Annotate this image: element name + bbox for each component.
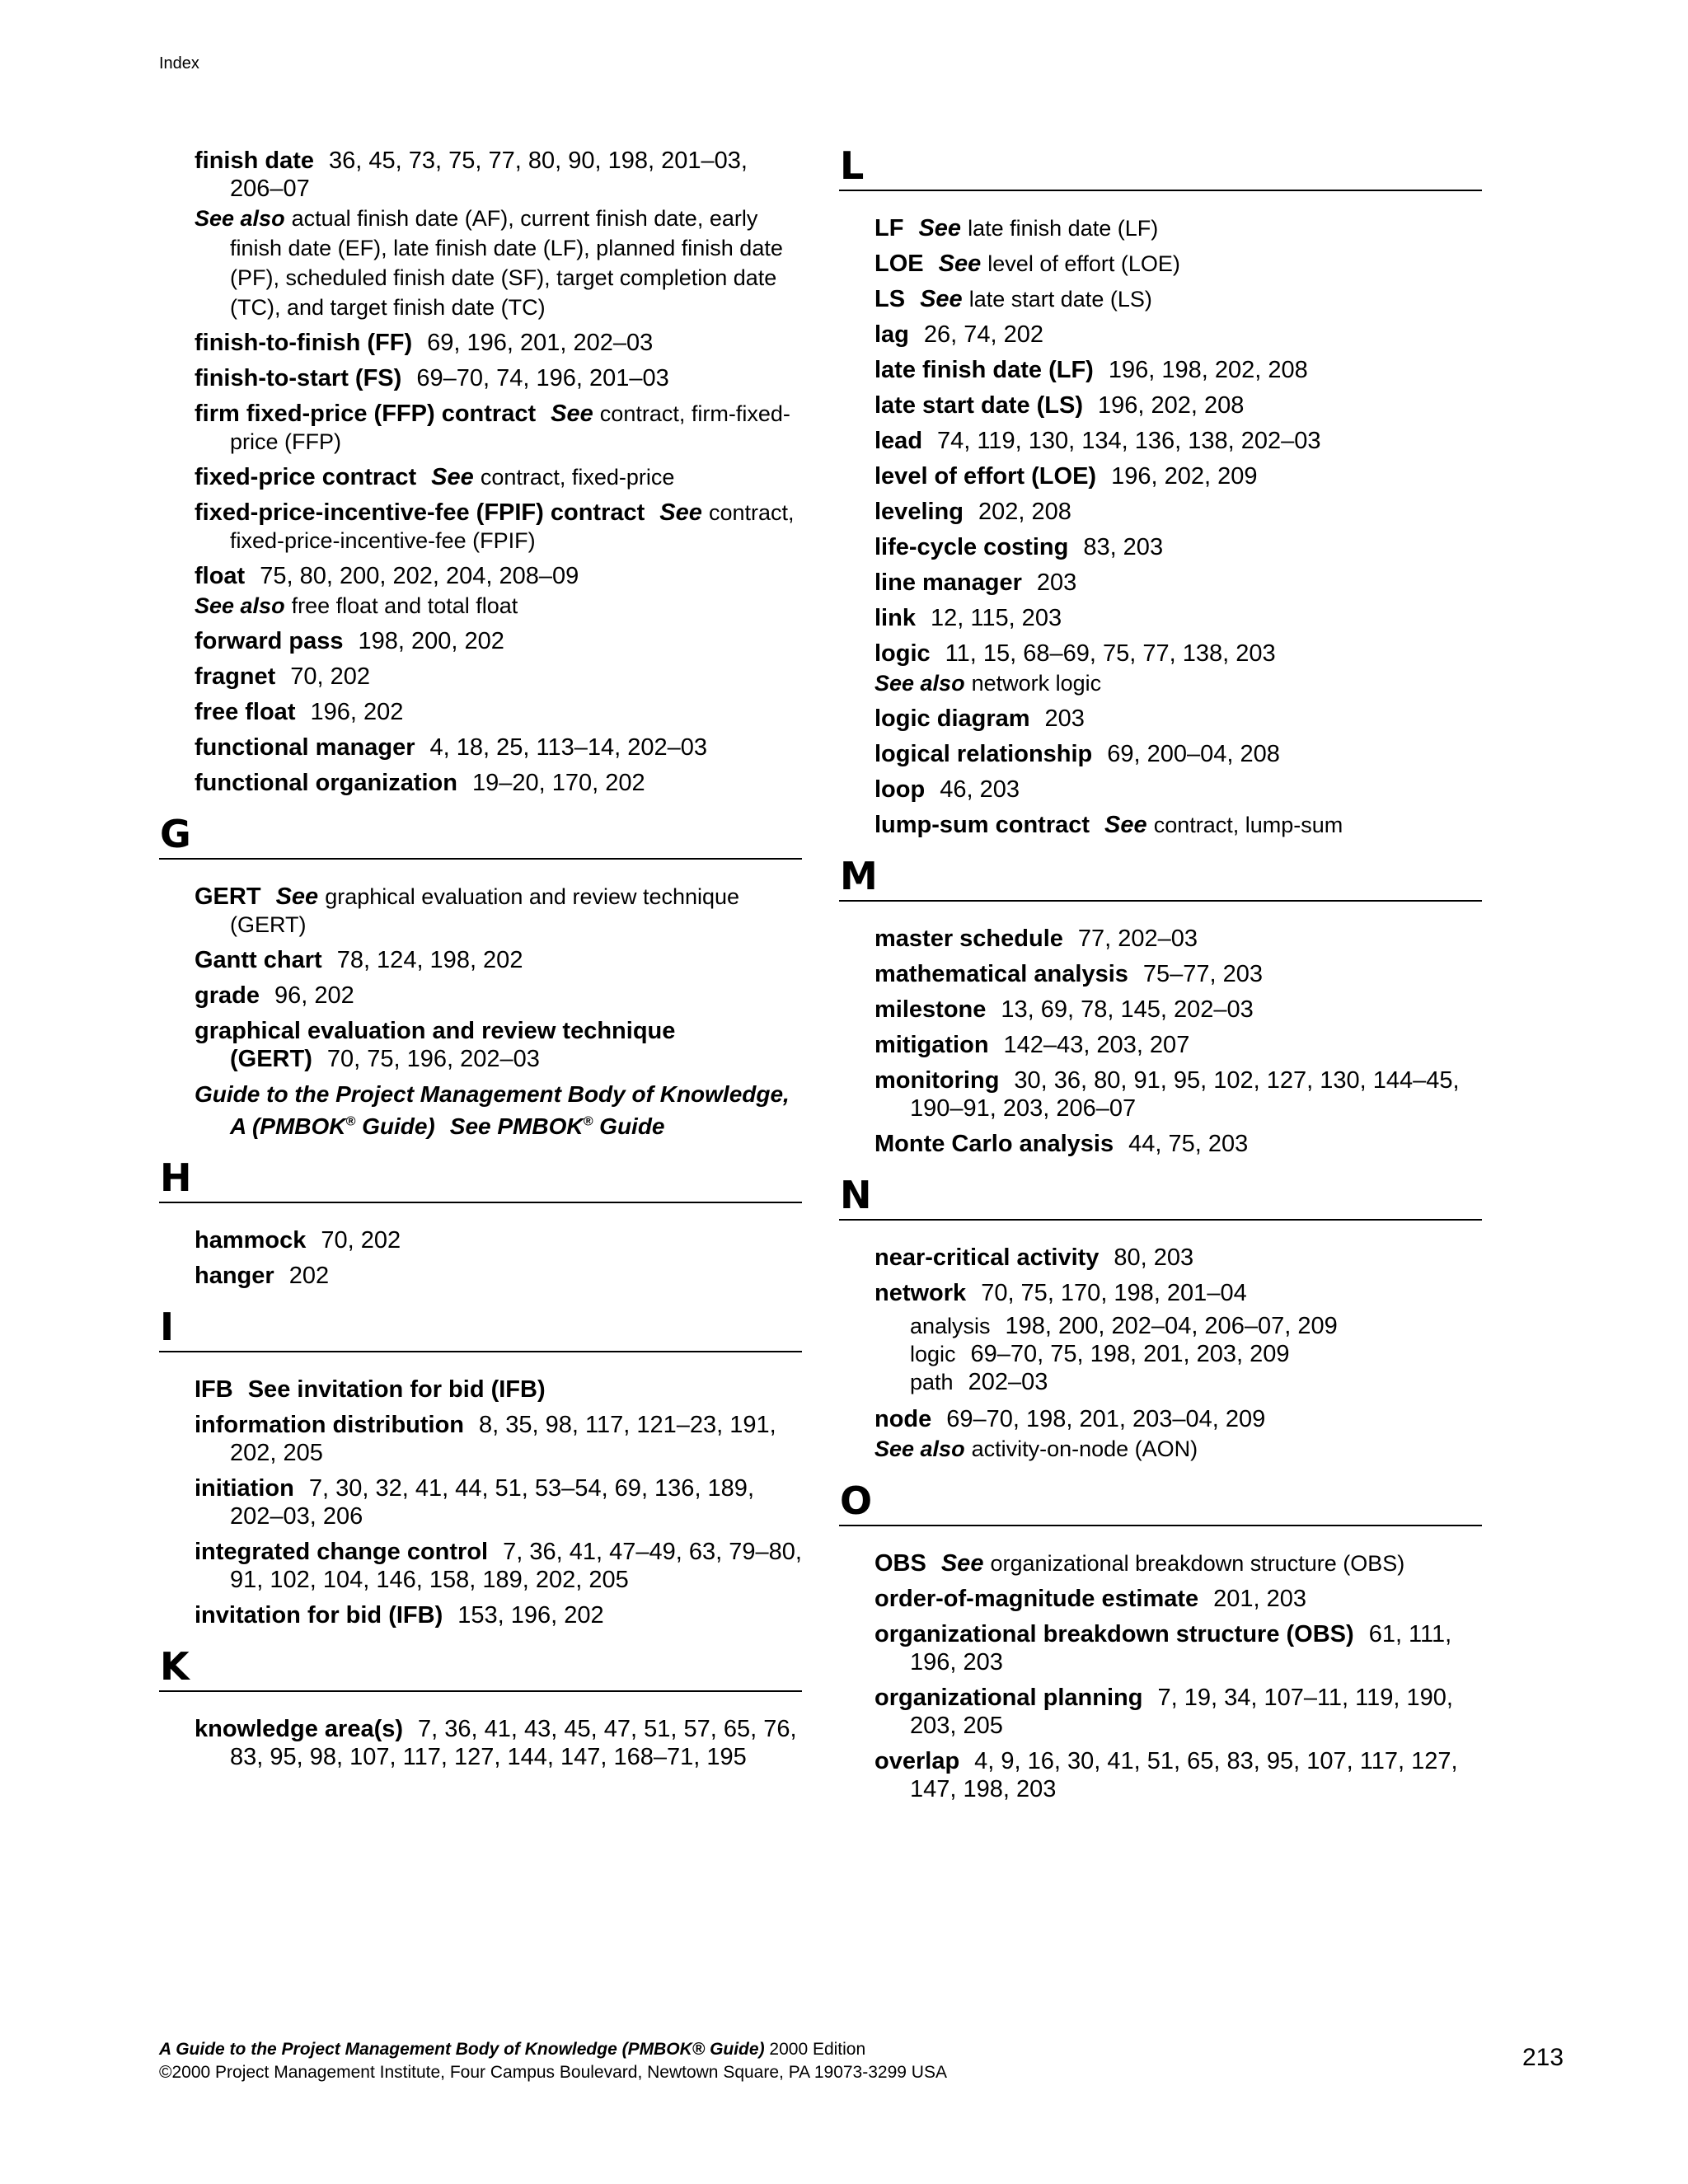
page-refs: 7, 30, 32, 41, 44, 51, 53–54, 69, 136, 189, 202–03, 206 (230, 1475, 754, 1530)
xref-target: contract, firm-fixed-price (FFP) (230, 401, 790, 454)
xref-target: organizational breakdown structure (OBS) (990, 1551, 1405, 1576)
see-also-note (159, 204, 802, 322)
page-refs: 196, 202 (310, 699, 404, 725)
index-entry (839, 1747, 1482, 1803)
page-refs: 198, 200, 202–04, 206–07, 209 (1005, 1313, 1338, 1339)
index-term: invitation for bid (IFB) (195, 1602, 443, 1629)
index-entry (159, 1262, 802, 1290)
footer-book-title: A Guide to the Project Management Body of Knowledge (PMBOK® Guide) (159, 2040, 765, 2059)
index-term: lag (874, 321, 909, 348)
index-entry (839, 811, 1482, 839)
index-term: life-cycle costing (874, 534, 1069, 560)
cross-reference (431, 464, 674, 490)
page-refs: 74, 119, 130, 134, 136, 138, 202–03 (937, 428, 1321, 454)
see-also-label: See also (195, 206, 285, 231)
page-refs: 70, 75, 170, 198, 201–04 (981, 1280, 1247, 1306)
section-letter: H (159, 1159, 802, 1203)
index-term: Gantt chart (195, 947, 322, 973)
cross-reference (918, 215, 1158, 241)
xref-target: contract, lump-sum (1153, 813, 1343, 837)
index-entry (839, 285, 1482, 313)
index-entry (839, 1066, 1482, 1122)
index-term: fixed-price contract (195, 464, 417, 490)
section-letter: I (159, 1308, 802, 1352)
subentry-label: path (910, 1370, 954, 1394)
index-term: free float (195, 699, 296, 725)
see-also-label: See also (874, 1436, 965, 1461)
index-term: leveling (874, 499, 964, 525)
index-entry (159, 1080, 802, 1141)
page-refs: 78, 124, 198, 202 (336, 947, 523, 973)
index-entry (159, 1474, 802, 1530)
index-entry (839, 321, 1482, 349)
cross-reference (230, 883, 739, 938)
guide-title-part: Guide to the Project Management Body of Knowledge, A (PMBOK (195, 1081, 790, 1140)
page-refs: 4, 18, 25, 113–14, 202–03 (429, 734, 707, 761)
see-also-targets: actual finish date (AF), current finish date, early finish date (EF), late finish date (LF), planned finish date (PF), scheduled finish date (SF), target completion date (TC), and target finish date (TC) (230, 206, 783, 320)
xref-target: late start date (LS) (968, 287, 1152, 312)
index-entry (159, 1376, 802, 1404)
index-entry (839, 214, 1482, 242)
footer-book-line (159, 2038, 947, 2061)
xref-target: level of effort (LOE) (987, 251, 1180, 276)
index-column-left (159, 147, 802, 1779)
index-term: LOE (874, 251, 924, 277)
index-term: initiation (195, 1475, 294, 1502)
page-refs: 69–70, 74, 196, 201–03 (416, 365, 669, 391)
index-entry (159, 1226, 802, 1254)
page-refs: 46, 203 (940, 776, 1020, 803)
index-term: GERT (195, 883, 261, 910)
index-term: line manager (874, 569, 1022, 596)
index-entry (839, 1279, 1482, 1307)
page-refs: 13, 69, 78, 145, 202–03 (1001, 996, 1254, 1023)
index-term: mitigation (874, 1032, 989, 1058)
index-term: loop (874, 776, 926, 803)
index-term: logic (874, 640, 931, 667)
index-term: logic diagram (874, 705, 1030, 732)
page-refs: 196, 202, 209 (1111, 463, 1258, 490)
xref-target: graphical evaluation and review technique (GERT) (230, 884, 740, 937)
see-label: See (431, 464, 474, 490)
index-term: knowledge area(s) (195, 1716, 404, 1743)
index-entry (839, 1585, 1482, 1613)
index-entry (839, 462, 1482, 490)
index-entry (839, 498, 1482, 526)
see-also-note (839, 668, 1482, 698)
index-entry (159, 400, 802, 456)
guide-title-part: Guide) (355, 1113, 435, 1140)
see-label: See (275, 883, 319, 910)
index-term: functional organization (195, 770, 457, 796)
page-refs: 69, 200–04, 208 (1107, 741, 1280, 767)
page-refs: 77, 202–03 (1077, 926, 1198, 952)
index-term: hanger (195, 1263, 274, 1290)
index-entry (159, 1715, 802, 1771)
page-refs: 69–70, 198, 201, 203–04, 209 (946, 1406, 1266, 1432)
xref-target: late finish date (LF) (968, 216, 1159, 241)
index-entry (159, 147, 802, 203)
cross-reference (248, 1376, 546, 1403)
index-entry (159, 329, 802, 357)
page-refs: 7, 36, 41, 43, 45, 47, 51, 57, 65, 76, 83, 95, 98, 107, 117, 127, 144, 147, 168–71, 195 (230, 1716, 797, 1771)
index-term: organizational planning (874, 1685, 1143, 1711)
index-term: fragnet (195, 663, 276, 690)
page-refs: 203 (1036, 569, 1077, 596)
index-entry (839, 996, 1482, 1024)
index-entry (839, 925, 1482, 953)
index-entry (159, 663, 802, 691)
page-refs: 36, 45, 73, 75, 77, 80, 90, 198, 201–03, 206–07 (230, 148, 748, 202)
index-entry (839, 533, 1482, 561)
see-also-targets: network logic (971, 671, 1102, 696)
index-term: functional manager (195, 734, 415, 761)
index-term: late start date (LS) (874, 392, 1083, 419)
page-footer (159, 2038, 947, 2084)
cross-reference (450, 1113, 665, 1139)
page-refs: 61, 111, 196, 203 (910, 1621, 1452, 1675)
see-label: See (920, 286, 963, 312)
index-term: late finish date (LF) (874, 357, 1094, 383)
index-entry (839, 640, 1482, 668)
page-refs: 7, 19, 34, 107–11, 119, 190, 203, 205 (910, 1685, 1453, 1739)
section-letter: K (159, 1647, 802, 1692)
page-refs: 202, 208 (978, 499, 1071, 525)
index-entry (839, 1031, 1482, 1059)
page-refs: 19–20, 170, 202 (472, 770, 645, 796)
page-refs: 7, 36, 41, 47–49, 63, 79–80, 91, 102, 104, 146, 158, 189, 202, 205 (230, 1539, 802, 1594)
index-entry (839, 250, 1482, 278)
cross-reference (1104, 812, 1343, 838)
index-term: monitoring (874, 1067, 1000, 1094)
index-entry (839, 776, 1482, 804)
xref-target: contract, fixed-price-incentive-fee (FPIF) (230, 500, 795, 553)
subentry-label: analysis (910, 1314, 991, 1338)
index-term: integrated change control (195, 1539, 489, 1566)
index-entry (159, 946, 802, 974)
index-entry (159, 698, 802, 726)
index-term: mathematical analysis (874, 961, 1128, 987)
page-number: 213 (1522, 2044, 1564, 2071)
index-term: lead (874, 428, 923, 454)
index-entry (159, 562, 802, 590)
index-column-right (839, 143, 1482, 1811)
index-term: information distribution (195, 1412, 465, 1439)
see-target: See PMBOK (449, 1113, 584, 1140)
page-refs: 198, 200, 202 (358, 628, 504, 654)
index-term: Monte Carlo analysis (874, 1131, 1114, 1157)
page-refs: 69–70, 75, 198, 201, 203, 209 (970, 1341, 1290, 1367)
page-refs: 201, 203 (1213, 1586, 1307, 1612)
index-term: hammock (195, 1227, 307, 1254)
index-entry (839, 1620, 1482, 1676)
page-refs: 70, 75, 196, 202–03 (326, 1046, 540, 1072)
see-label: See (940, 1550, 984, 1577)
page-refs: 30, 36, 80, 91, 95, 102, 127, 130, 144–45, 190–91, 203, 206–07 (910, 1067, 1460, 1122)
index-entry (839, 1684, 1482, 1740)
index-term: overlap (874, 1748, 960, 1774)
footer-copyright: ©2000 Project Management Institute, Four Campus Boulevard, Newtown Square, PA 19073-3299 USA (159, 2063, 947, 2082)
index-term: network (874, 1280, 967, 1306)
index-entry (839, 427, 1482, 455)
index-entry (839, 1130, 1482, 1158)
index-entry (839, 1549, 1482, 1577)
see-target-suffix: Guide (593, 1113, 665, 1140)
running-head: Index (159, 54, 199, 73)
section-letter: L (839, 147, 1482, 191)
see-label: See (1104, 812, 1147, 838)
page-refs: 83, 203 (1083, 534, 1164, 560)
page-refs: 203 (1044, 705, 1085, 732)
index-term: OBS (874, 1550, 926, 1577)
index-entry (159, 1601, 802, 1629)
index-entry (159, 627, 802, 655)
index-term: level of effort (LOE) (874, 463, 1097, 490)
page-refs: 4, 9, 16, 30, 41, 51, 65, 83, 95, 107, 117, 127, 147, 198, 203 (910, 1748, 1458, 1802)
page-refs: 75, 80, 200, 202, 204, 208–09 (260, 563, 579, 589)
index-term: finish date (195, 148, 315, 174)
page-refs: 80, 203 (1114, 1244, 1194, 1271)
index-entry (159, 733, 802, 762)
page-refs: 196, 202, 208 (1098, 392, 1245, 419)
index-entry (839, 604, 1482, 632)
see-label: See (938, 251, 982, 277)
xref-target: invitation for bid (IFB) (297, 1376, 546, 1404)
section-letter: O (839, 1482, 1482, 1526)
page-refs: 11, 15, 68–69, 75, 77, 138, 203 (945, 640, 1276, 667)
cross-reference (939, 251, 1180, 277)
index-entry (839, 1244, 1482, 1272)
section-letter: N (839, 1176, 1482, 1221)
section-letter: M (839, 857, 1482, 902)
index-term: organizational breakdown structure (OBS) (874, 1621, 1354, 1647)
see-label: See (551, 401, 593, 427)
page-refs: 202 (288, 1263, 330, 1290)
index-term: order-of-magnitude estimate (874, 1586, 1199, 1612)
page-refs: 96, 202 (274, 982, 354, 1009)
page-refs: 44, 75, 203 (1128, 1131, 1249, 1157)
registered-mark: ® (583, 1115, 593, 1129)
index-term: lump-sum contract (874, 812, 1090, 838)
page-refs: 12, 115, 203 (930, 605, 1062, 631)
index-entry (159, 1017, 802, 1073)
see-also-note (839, 1434, 1482, 1464)
index-entry (159, 463, 802, 491)
page-refs: 202–03 (968, 1369, 1048, 1395)
subentry-label: logic (910, 1342, 956, 1366)
index-term: node (874, 1406, 932, 1432)
index-entry (839, 705, 1482, 733)
xref-target: contract, fixed-price (480, 465, 675, 490)
index-entry (839, 960, 1482, 988)
index-term: milestone (874, 996, 987, 1023)
see-also-targets: activity-on-node (AON) (971, 1436, 1198, 1461)
index-term: graphical evaluation and review technique (GERT) (195, 1018, 676, 1072)
index-entry (839, 569, 1482, 597)
cross-reference (941, 1550, 1404, 1577)
page-refs: 196, 198, 202, 208 (1108, 357, 1308, 383)
page-refs: 153, 196, 202 (457, 1602, 604, 1629)
see-also-label: See also (195, 593, 285, 618)
index-entry (159, 364, 802, 392)
see-label: See (659, 499, 702, 526)
index-term: link (874, 605, 916, 631)
page-refs: 8, 35, 98, 117, 121–23, 191, 202, 205 (230, 1412, 776, 1467)
see-also-note (159, 591, 802, 621)
index-term: float (195, 563, 246, 589)
index-entry (159, 982, 802, 1010)
index-term: master schedule (874, 926, 1063, 952)
index-entry (839, 740, 1482, 768)
page-refs: 75–77, 203 (1142, 961, 1264, 987)
index-entry (159, 883, 802, 939)
index-term: firm fixed-price (FFP) contract (195, 401, 537, 427)
page-refs: 70, 202 (290, 663, 371, 690)
cross-reference (920, 286, 1152, 312)
page-refs: 69, 196, 201, 202–03 (427, 330, 654, 356)
index-entry (839, 1405, 1482, 1433)
index-term: grade (195, 982, 260, 1009)
index-entry (159, 769, 802, 797)
index-term: finish-to-finish (FF) (195, 330, 413, 356)
see-also-label: See also (874, 671, 965, 696)
index-term: LF (874, 215, 904, 241)
see-label: See (247, 1376, 291, 1404)
see-also-targets: free float and total float (291, 593, 518, 618)
page-refs: 70, 202 (321, 1227, 401, 1254)
index-term: near-critical activity (874, 1244, 1100, 1271)
index-entry (839, 356, 1482, 384)
page-refs: 142–43, 203, 207 (1003, 1032, 1190, 1058)
index-entry (839, 391, 1482, 419)
index-term: IFB (195, 1376, 233, 1404)
index-subentry (839, 1366, 1482, 1399)
index-term: finish-to-start (FS) (195, 365, 402, 391)
registered-mark: ® (345, 1115, 356, 1129)
index-term: fixed-price-incentive-fee (FPIF) contract (195, 499, 645, 526)
index-entry (159, 1411, 802, 1467)
index-term: logical relationship (874, 741, 1093, 767)
see-label: See (918, 215, 962, 241)
index-term: forward pass (195, 628, 344, 654)
index-entry (159, 1538, 802, 1594)
index-term: LS (874, 286, 906, 312)
index-entry (159, 499, 802, 555)
section-letter: G (159, 815, 802, 860)
page-refs: 26, 74, 202 (923, 321, 1044, 348)
footer-edition: 2000 Edition (769, 2040, 866, 2059)
